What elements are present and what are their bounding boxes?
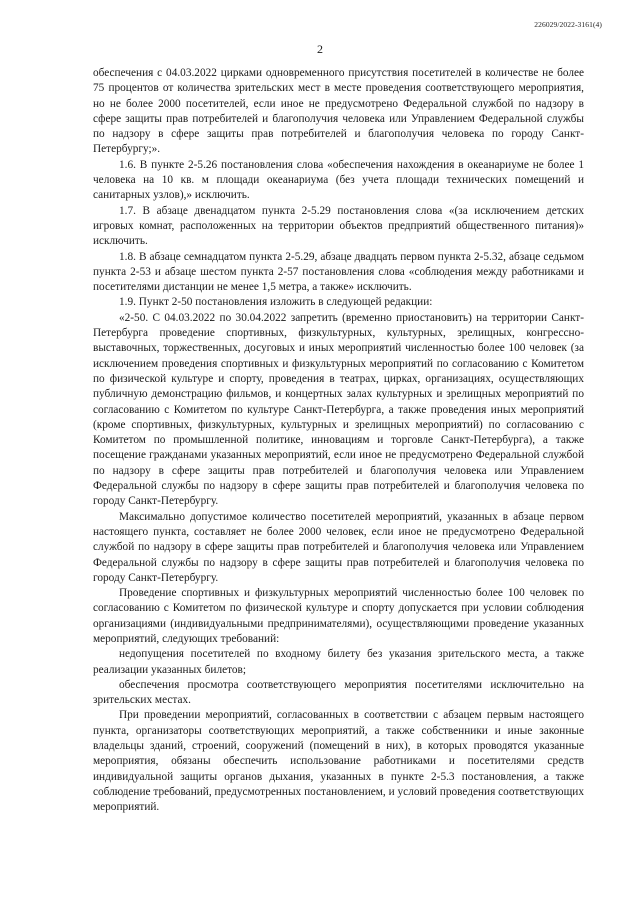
paragraph-1-9: 1.9. Пункт 2-50 постановления изложить в следующей редакции: bbox=[119, 296, 433, 309]
paragraph-continuation: обеспечения с 04.03.2022 цирками одновременного присутствия посетителей в количестве не более 75 процентов от количества зрительских мест в месте проведения соответствующего мероприятия, но не более 2000 посетителей, если иное не предусмотрено Федеральной службой по надзору в сфере защиты прав потребителей и благополучия человека или Управлением Федеральной службы по надзору в сфере защиты прав потребителей и благополучия человека по городу Санкт-Петербургу;». bbox=[93, 67, 584, 156]
document-number: 226029/2022-3161(4) bbox=[534, 20, 602, 29]
page-number: 2 bbox=[317, 42, 323, 56]
paragraph-1-7: 1.7. В абзаце двенадцатом пункта 2-5.29 постановления слова «(за исключением детских игровых комнат, расположенных на территории объектов предприятий общественного питания)» исключить. bbox=[93, 204, 584, 248]
document-body bbox=[93, 66, 584, 816]
paragraph-max-visitors: Максимально допустимое количество посетителей мероприятий, указанных в абзаце первом настоящего пункта, составляет не более 2000 человек, если иное не предусмотрено Федеральной службой по надзору в сфере защиты прав потребителей и благополучия человека или Управлением Федеральной службы по надзору в сфере защиты прав потребителей и благополучия человека по городу Санкт-Петербургу. bbox=[93, 510, 584, 584]
paragraph-sport-events: Проведение спортивных и физкультурных мероприятий численностью более 100 человек по согласованию с Комитетом по физической культуре и спорту допускается при условии соблюдения организациями (индивидуальными предпринимателями), осуществляющими проведение указанных мероприятий, следующих требований: bbox=[93, 587, 584, 645]
paragraph-requirement-tickets: недопущения посетителей по входному билету без указания зрительского места, а также реализации указанных билетов; bbox=[93, 648, 584, 676]
paragraph-organizers-duties: При проведении мероприятий, согласованных в соответствии с абзацем первым настоящего пункта, организаторы соответствующих мероприятий, а также собственники и иные законные владельцы зданий, строений, сооружений (помещений в них), в которых проводятся указанные мероприятия, обязаны обеспечить использование работниками и посетителями средств индивидуальной защиты органов дыхания, указанных в пункте 2-5.3 постановления, а также соблюдение требований, предусмотренных постановлением, и условий проведения соответствующих мероприятий. bbox=[93, 709, 584, 814]
paragraph-1-8: 1.8. В абзаце семнадцатом пункта 2-5.29, абзаце двадцать первом пункта 2-5.32, абзаце седьмом пункта 2-53 и абзаце шестом пункта 2-57 постановления слова «соблюдения между работниками и посетителями дистанции не менее 1,5 метра, а также» исключить. bbox=[93, 250, 584, 294]
paragraph-1-6: 1.6. В пункте 2-5.26 постановления слова «обеспечения нахождения в океанариуме не более 1 человека на 10 кв. м площади океанариума (без учета площади технических помещений и санитарных узлов),» исключить. bbox=[93, 158, 584, 202]
paragraph-requirement-seats: обеспечения просмотра соответствующего мероприятия посетителями исключительно на зрительских местах. bbox=[93, 678, 584, 707]
paragraph-2-50: «2-50. С 04.03.2022 по 30.04.2022 запретить (временно приостановить) на территории Санкт-Петербурга проведение спортивных, физкультурных, культурных, зрелищных, конгрессно-выставочных, торжественных, досуговых и иных мероприятий численностью более 100 человек (за исключением проведения спортивных и физкультурных мероприятий по согласованию с Комитетом по физической культуре и спорту, проведения в театрах, цирках, организациях, осуществляющих публичную демонстрацию фильмов, и концертных залах культурных и зрелищных мероприятий по согласованию с Комитетом по культуре Санкт-Петербурга, а также проведения иных мероприятий (кроме спортивных, физкультурных, культурных и зрелищных мероприятий) по согласованию с Комитетом по промышленной политике, инновациям и торговле Санкт-Петербурга), а также посещение гражданами указанных мероприятий, если иное не предусмотрено Федеральной службой по надзору в сфере защиты прав потребителей и благополучия человека или Управлением Федеральной службы по надзору в сфере защиты прав потребителей и благополучия человека по городу Санкт-Петербургу. bbox=[93, 311, 584, 508]
